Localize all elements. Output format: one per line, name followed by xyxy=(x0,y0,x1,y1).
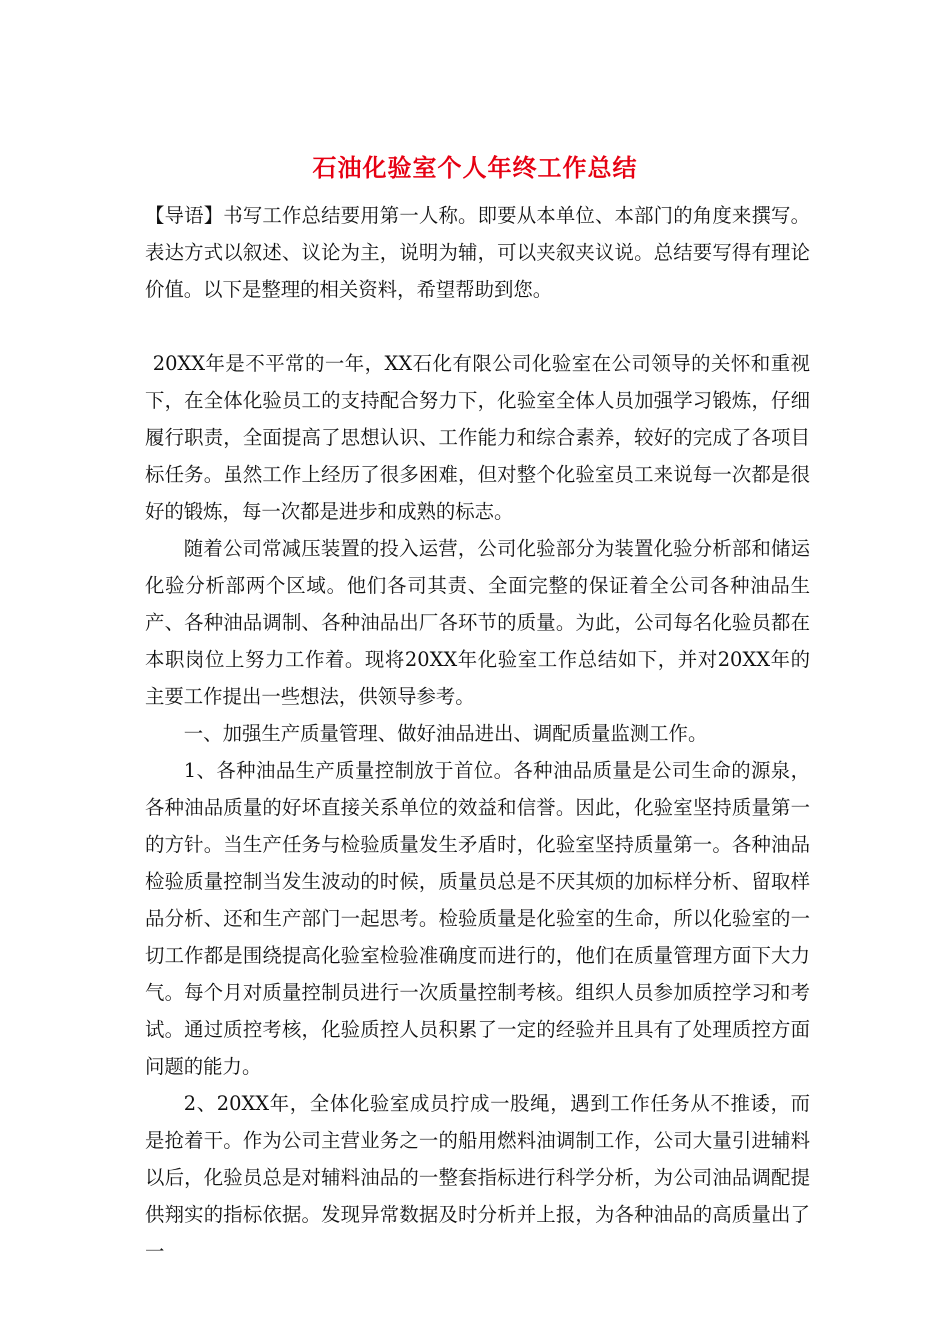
body-paragraph-2: 随着公司常减压装置的投入运营，公司化验部分为装置化验分析部和储运化验分析部两个区域。他们各司其责、全面完整的保证着全公司各种油品生产、各种油品调制、各种油品出厂各环节的质量。为此，公司每名化验员都在本职岗位上努力工作着。现将20XX年化验室工作总结如下，并对20XX年的主要工作提出一些想法，供领导参考。 xyxy=(145,537,810,708)
body-paragraph-4: 2、20XX年，全体化验室成员拧成一股绳，遇到工作任务从不推诿，而是抢着干。作为公司主营业务之一的船用燃料油调制工作，公司大量引进辅料以后，化验员总是对辅料油品的一整套指标进行科学分析，为公司油品调配提供翔实的指标依据。发现异常数据及时分析并上报，为各种油品的高质量出了一 xyxy=(145,1092,810,1263)
paragraph-gap xyxy=(145,308,810,345)
document-title: 石油化验室个人年终工作总结 xyxy=(312,153,638,182)
document-body xyxy=(145,197,810,1270)
body-paragraph-1: 20XX年是不平常的一年，XX石化有限公司化验室在公司领导的关怀和重视下，在全体化验员工的支持配合努力下，化验室全体人员加强学习锻炼，仔细履行职责，全面提高了思想认识、工作能力和综合素养，较好的完成了各项目标任务。虽然工作上经历了很多困难，但对整个化验室员工来说每一次都是很好的锻炼，每一次都是进步和成熟的标志。 xyxy=(145,352,810,523)
body-paragraph-3: 1、各种油品生产质量控制放于首位。各种油品质量是公司生命的源泉，各种油品质量的好坏直接关系单位的效益和信誉。因此，化验室坚持质量第一的方针。当生产任务与检验质量发生矛盾时，化验室坚持质量第一。各种油品检验质量控制当发生波动的时候，质量员总是不厌其烦的加标样分析、留取样品分析、还和生产部门一起思考。检验质量是化验室的生命，所以化验室的一切工作都是围绕提高化验室检验准确度而进行的，他们在质量管理方面下大力气。每个月对质量控制员进行一次质量控制考核。组织人员参加质控学习和考试。通过质控考核，化验质控人员积累了一定的经验并且具有了处理质控方面问题的能力。 xyxy=(145,759,810,1078)
section-heading-1: 一、加强生产质量管理、做好油品进出、调配质量监测工作。 xyxy=(183,722,708,745)
intro-paragraph: 【导语】书写工作总结要用第一人称。即要从本单位、本部门的角度来撰写。表达方式以叙述、议论为主，说明为辅，可以夹叙夹议说。总结要写得有理论价值。以下是整理的相关资料，希望帮助到您。 xyxy=(145,204,810,301)
